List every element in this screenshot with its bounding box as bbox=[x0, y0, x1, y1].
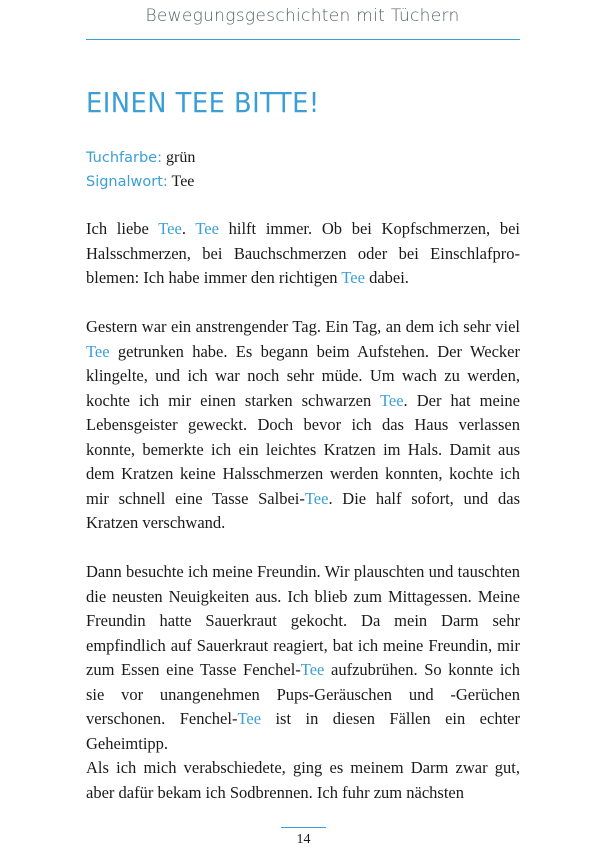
signal-word: Tee bbox=[341, 268, 365, 287]
story-meta bbox=[86, 146, 195, 194]
text-run: . Der hat meine Lebensgeister geweckt. Doch bevor ich das Haus verlassen konnte, bemerkte ich ein leichtes Kratzen im Hals. Damit aus dem Kratzen keine Halsschmerzen werden konnten, kochte ich mir schnell eine Tasse Salbei- bbox=[86, 390, 520, 508]
text-run: aufzubrühen. So konnte ich sie vor unangenehmen Pups-Geräuschen und -Gerüchen verschonen. Fenchel- bbox=[86, 660, 521, 728]
header-divider bbox=[86, 39, 520, 40]
text-run: hilft immer. Ob bei Kopfschmerzen, bei Halsschmerzen, bei Bauchschmerzen oder bei Einschlafproblemen: Ich habe immer den richtigen bbox=[86, 219, 520, 287]
text-run: ist in diesen Fällen ein echter Geheimtipp. bbox=[86, 709, 520, 753]
meta-value: Tee bbox=[171, 173, 195, 190]
signal-word: Tee bbox=[195, 219, 219, 238]
text-run: Als ich mich verabschiedete, ging es meinem Darm zwar gut, aber dafür bekam ich Sodbrennen. Ich fuhr zum nächsten bbox=[86, 758, 520, 802]
story-title: EINEN TEE BITTE! bbox=[86, 86, 320, 119]
meta-cloth-color bbox=[86, 146, 195, 170]
signal-word: Tee bbox=[379, 390, 404, 410]
signal-word: Tee bbox=[86, 341, 110, 361]
text-run: . bbox=[181, 219, 196, 238]
text-run: getrunken habe. Es begann beim Aufstehen. Der Wecker klingelte, und ich war noch sehr müde. Um wach zu werden, kochte ich mir einen starken schwarzen bbox=[86, 341, 520, 410]
running-header: Bewegungsgeschichten mit Tüchern bbox=[145, 6, 460, 26]
signal-word: Tee bbox=[300, 660, 325, 679]
footer-divider bbox=[281, 827, 326, 828]
text-run: dabei. bbox=[364, 268, 409, 287]
page-number: 14 bbox=[296, 832, 311, 847]
meta-label: Tuchfarbe: bbox=[86, 150, 162, 166]
text-run: Ich liebe bbox=[86, 219, 159, 238]
story-paragraph bbox=[86, 315, 520, 536]
story-paragraph bbox=[86, 560, 520, 756]
meta-signal-word bbox=[86, 170, 195, 194]
text-run: Dann besuchte ich meine Freundin. Wir plauschten und tauschten die neusten Neuigkeiten aus. Ich blieb zum Mittagessen. Meine Freundin hatte Sauerkraut gekocht. Da mein Darm sehr empfindlich auf Sauerkraut reagiert, bat ich meine Freundin, mir zum Essen eine Tasse Fenchel- bbox=[86, 562, 520, 679]
signal-word: Tee bbox=[304, 488, 329, 508]
meta-label: Signalwort: bbox=[86, 174, 168, 190]
meta-value: grün bbox=[165, 149, 196, 166]
story-body bbox=[86, 217, 520, 805]
story-paragraph bbox=[86, 217, 520, 291]
text-run: . Die half sofort, und das Kratzen verschwand. bbox=[86, 488, 520, 532]
story-paragraph bbox=[86, 756, 520, 805]
signal-word: Tee bbox=[158, 219, 182, 238]
text-run: Gestern war ein anstrengender Tag. Ein Tag, an dem ich sehr viel bbox=[86, 317, 520, 336]
signal-word: Tee bbox=[237, 709, 262, 728]
